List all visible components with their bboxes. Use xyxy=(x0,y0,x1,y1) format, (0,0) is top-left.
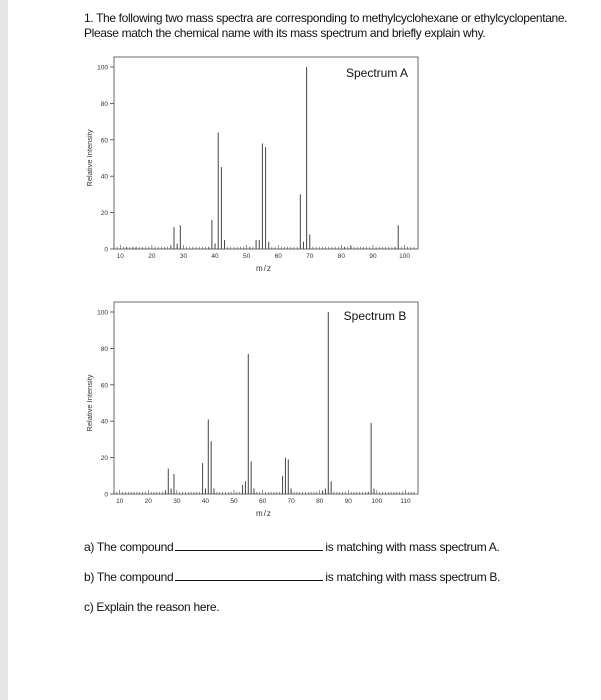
spectrum-a-ytick-label: 100 xyxy=(97,64,108,72)
spectrum-b-xtick-label: 90 xyxy=(344,498,352,505)
answer-c-line: c) Explain the reason here. xyxy=(84,600,220,614)
spectrum-a-ytick-label: 40 xyxy=(100,173,108,181)
spectrum-b-xtick-label: 10 xyxy=(116,498,124,505)
spectrum-a-xtick-label: 90 xyxy=(369,253,377,260)
spectrum-a-xtick-label: 50 xyxy=(243,253,251,260)
spectrum-b-ytick-label: 100 xyxy=(97,309,108,317)
spectrum-b-ytick-label: 20 xyxy=(100,455,108,463)
question-line-2: Please match the chemical name with its mass spectrum and briefly explain why. xyxy=(84,26,486,40)
spectrum-b-xtick-label: 70 xyxy=(287,498,295,505)
spectrum-b-ytick-label: 80 xyxy=(100,345,108,353)
spectrum-b-xtick-label: 110 xyxy=(400,498,411,505)
spectrum-a-xlabel: m/z xyxy=(256,264,272,273)
spectrum-b-ytick-label: 0 xyxy=(104,491,108,499)
answer-b-suffix: is matching with mass spectrum B. xyxy=(325,570,501,584)
spectrum-b-ytick-label: 60 xyxy=(100,382,108,390)
answer-a-blank[interactable] xyxy=(175,540,323,551)
spectrum-b-ytick-label: 40 xyxy=(100,418,108,426)
spectrum-b-frame xyxy=(114,302,418,494)
answer-b-prefix: b) The compound xyxy=(84,570,174,584)
spectrum-b-chart xyxy=(0,295,601,535)
answer-section xyxy=(84,540,594,630)
spectrum-a-xtick-label: 60 xyxy=(274,253,282,260)
spectrum-a-ytick-label: 60 xyxy=(100,137,108,145)
spectrum-a-ytick-label: 0 xyxy=(104,246,108,254)
spectrum-b-xtick-label: 80 xyxy=(316,498,324,505)
spectrum-b-xtick-label: 60 xyxy=(258,498,267,505)
question-line-1: 1. The following two mass spectra are corresponding to methylcyclohexane or ethylcyclopentane. xyxy=(84,11,568,25)
spectrum-a-xtick-label: 30 xyxy=(179,253,188,260)
spectrum-a-xtick-label: 70 xyxy=(306,253,314,260)
spectrum-b-xtick-label: 30 xyxy=(173,498,181,505)
spectrum-b-title: Spectrum B xyxy=(343,309,407,323)
spectrum-a-title: Spectrum A xyxy=(345,66,409,80)
spectrum-b-xtick-label: 100 xyxy=(371,498,383,505)
spectrum-a-xtick-label: 10 xyxy=(116,253,124,260)
spectrum-a-xtick-label: 100 xyxy=(399,253,410,260)
spectrum-b-xtick-label: 20 xyxy=(144,498,152,505)
spectrum-b-xtick-label: 50 xyxy=(230,498,238,505)
answer-a-suffix: is matching with mass spectrum A. xyxy=(325,540,500,554)
spectrum-a-xtick-label: 40 xyxy=(211,253,219,260)
spectrum-a-xtick-label: 20 xyxy=(148,253,156,260)
answer-b-blank[interactable] xyxy=(175,570,323,581)
spectrum-a-xtick-label: 80 xyxy=(337,253,345,260)
spectrum-a-ytick-label: 20 xyxy=(100,210,108,218)
spectrum-b-xtick-label: 40 xyxy=(201,498,210,505)
spectrum-a-ylabel: Relative Intensity xyxy=(85,129,94,187)
answer-b-line xyxy=(84,570,594,600)
answer-a-line xyxy=(84,540,594,570)
spectrum-b-xlabel: m/z xyxy=(256,509,272,518)
answer-a-prefix: a) The compound xyxy=(84,540,174,554)
question-text xyxy=(84,11,589,41)
spectrum-a-ytick-label: 80 xyxy=(100,100,108,108)
spectrum-b-ylabel: Relative Intensity xyxy=(85,374,94,432)
